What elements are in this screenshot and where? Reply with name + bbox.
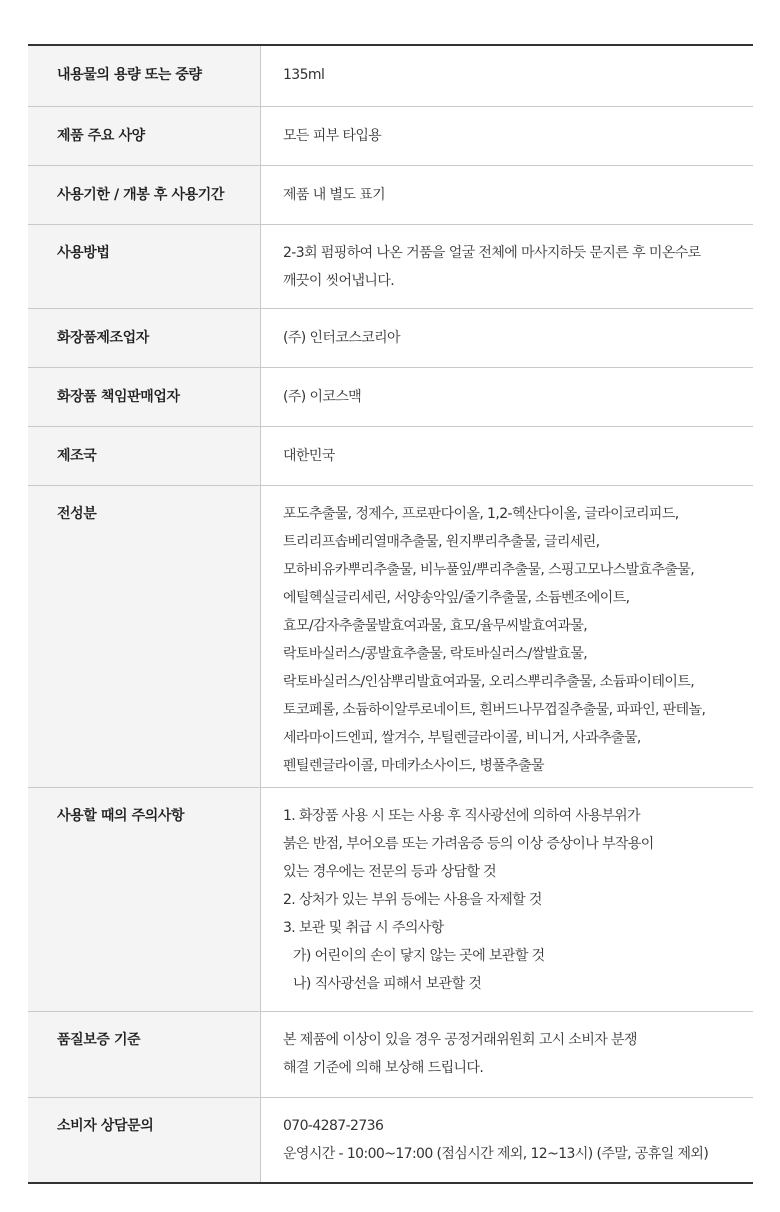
phone-number: 070-4287-2736: [283, 1117, 384, 1134]
table-row: [28, 426, 753, 485]
row-label-cell: [28, 367, 261, 426]
row-value-cell: [261, 308, 754, 367]
row-label: 사용방법: [57, 244, 110, 261]
value-line: 2-3회 펌핑하여 나온 거품을 얼굴 전체에 마사지하듯 문지른 후 미온수로: [283, 244, 701, 261]
value-line: 3. 보관 및 취급 시 주의사항: [283, 919, 444, 936]
value-line: 락토바실러스/콩발효추출물, 락토바실러스/쌀발효물,: [283, 645, 588, 662]
row-value-cell: [261, 224, 754, 308]
row-label-cell: [28, 426, 261, 485]
value-line: 붉은 반점, 부어오름 또는 가려움증 등의 이상 증상이나 부작용이: [283, 835, 654, 852]
row-value-cell: [261, 787, 754, 1011]
value-line: 펜틸렌글라이콜, 마데카소사이드, 병풀추출물: [283, 757, 544, 774]
row-value: (주) 인터코스코리아: [283, 329, 400, 346]
row-label-cell: [28, 224, 261, 308]
row-label: 내용물의 용량 또는 중량: [57, 67, 202, 83]
table-row: [28, 165, 753, 224]
row-label-cell: [28, 485, 261, 787]
row-value-cell: [261, 426, 754, 485]
row-label: 화장품제조업자: [57, 329, 149, 346]
row-value-cell: [261, 106, 754, 165]
value-line: 2. 상처가 있는 부위 등에는 사용을 자제할 것: [283, 891, 542, 908]
row-value-cell: [261, 165, 754, 224]
ingredients-list: [261, 486, 753, 780]
table-row: [28, 224, 753, 308]
row-value: [261, 225, 753, 295]
row-value-cell: [261, 485, 754, 787]
value-line: 나) 직사광선을 피해서 보관할 것: [293, 975, 482, 992]
table-row: [28, 106, 753, 165]
row-label-cell: [28, 1097, 261, 1183]
row-value-cell: [261, 1011, 754, 1097]
row-label: 소비자 상담문의: [57, 1117, 154, 1134]
row-label: 제조국: [57, 447, 97, 464]
value-line: 에틸헥실글리세린, 서양송악잎/줄기추출물, 소듐벤조에이트,: [283, 589, 630, 606]
row-value-cell: [261, 367, 754, 426]
row-label: 사용할 때의 주의사항: [57, 807, 185, 824]
row-value: 제품 내 별도 표기: [283, 186, 386, 203]
row-value: 대한민국: [283, 447, 335, 464]
product-info-table: [28, 44, 753, 1184]
row-label-cell: [28, 45, 261, 106]
row-value: 모든 피부 타입용: [283, 127, 382, 144]
row-label-cell: [28, 787, 261, 1011]
value-line: 포도추출물, 정제수, 프로판다이올, 1,2-헥산다이올, 글라이코리피드,: [283, 505, 679, 522]
row-value-cell: [261, 1097, 754, 1183]
row-label: 화장품 책임판매업자: [57, 388, 180, 405]
table-row: [28, 45, 753, 106]
value-line: 토코페롤, 소듐하이알루로네이트, 흰버드나무껍질추출물, 파파인, 판테놀,: [283, 701, 706, 718]
row-label-cell: [28, 165, 261, 224]
value-line: 깨끗이 씻어냅니다.: [283, 272, 395, 289]
value-line: 가) 어린이의 손이 닿지 않는 곳에 보관할 것: [293, 947, 545, 964]
value-line: 효모/감자추출물발효여과물, 효모/율무씨발효여과물,: [283, 617, 588, 634]
table-row: [28, 1011, 753, 1097]
precautions-list: [261, 788, 753, 998]
row-value: (주) 이코스맥: [283, 388, 362, 405]
table-row: [28, 367, 753, 426]
table-row: [28, 485, 753, 787]
row-value: 135ml: [283, 67, 325, 83]
row-label-cell: [28, 106, 261, 165]
row-value-cell: [261, 45, 754, 106]
value-line: 락토바실러스/인삼뿌리발효여과물, 오리스뿌리추출물, 소듐파이테이트,: [283, 673, 695, 690]
row-value: [261, 1012, 753, 1082]
row-label: 제품 주요 사양: [57, 127, 145, 144]
row-label: 품질보증 기준: [57, 1031, 141, 1048]
table-row: [28, 787, 753, 1011]
row-value: [261, 1098, 753, 1168]
value-line: 트리리프솝베리열매추출물, 원지뿌리추출물, 글리세린,: [283, 533, 600, 550]
value-line: 1. 화장품 사용 시 또는 사용 후 직사광선에 의하여 사용부위가: [283, 807, 640, 824]
row-label-cell: [28, 308, 261, 367]
table-row: [28, 1097, 753, 1183]
table-row: [28, 308, 753, 367]
business-hours: 운영시간 - 10:00~17:00 (점심시간 제외, 12~13시) (주말, 공휴일 제외): [283, 1145, 709, 1162]
row-label: 전성분: [57, 505, 97, 522]
value-line: 있는 경우에는 전문의 등과 상담할 것: [283, 863, 497, 880]
row-label: 사용기한 / 개봉 후 사용기간: [57, 186, 224, 203]
value-line: 모하비유카뿌리추출물, 비누풀잎/뿌리추출물, 스핑고모나스발효추출물,: [283, 561, 695, 578]
row-label-cell: [28, 1011, 261, 1097]
value-line: 세라마이드엔피, 쌀겨수, 부틸렌글라이콜, 비니거, 사과추출물,: [283, 729, 641, 746]
value-line: 해결 기준에 의해 보상해 드립니다.: [283, 1059, 484, 1076]
value-line: 본 제품에 이상이 있을 경우 공정거래위원회 고시 소비자 분쟁: [283, 1031, 637, 1048]
